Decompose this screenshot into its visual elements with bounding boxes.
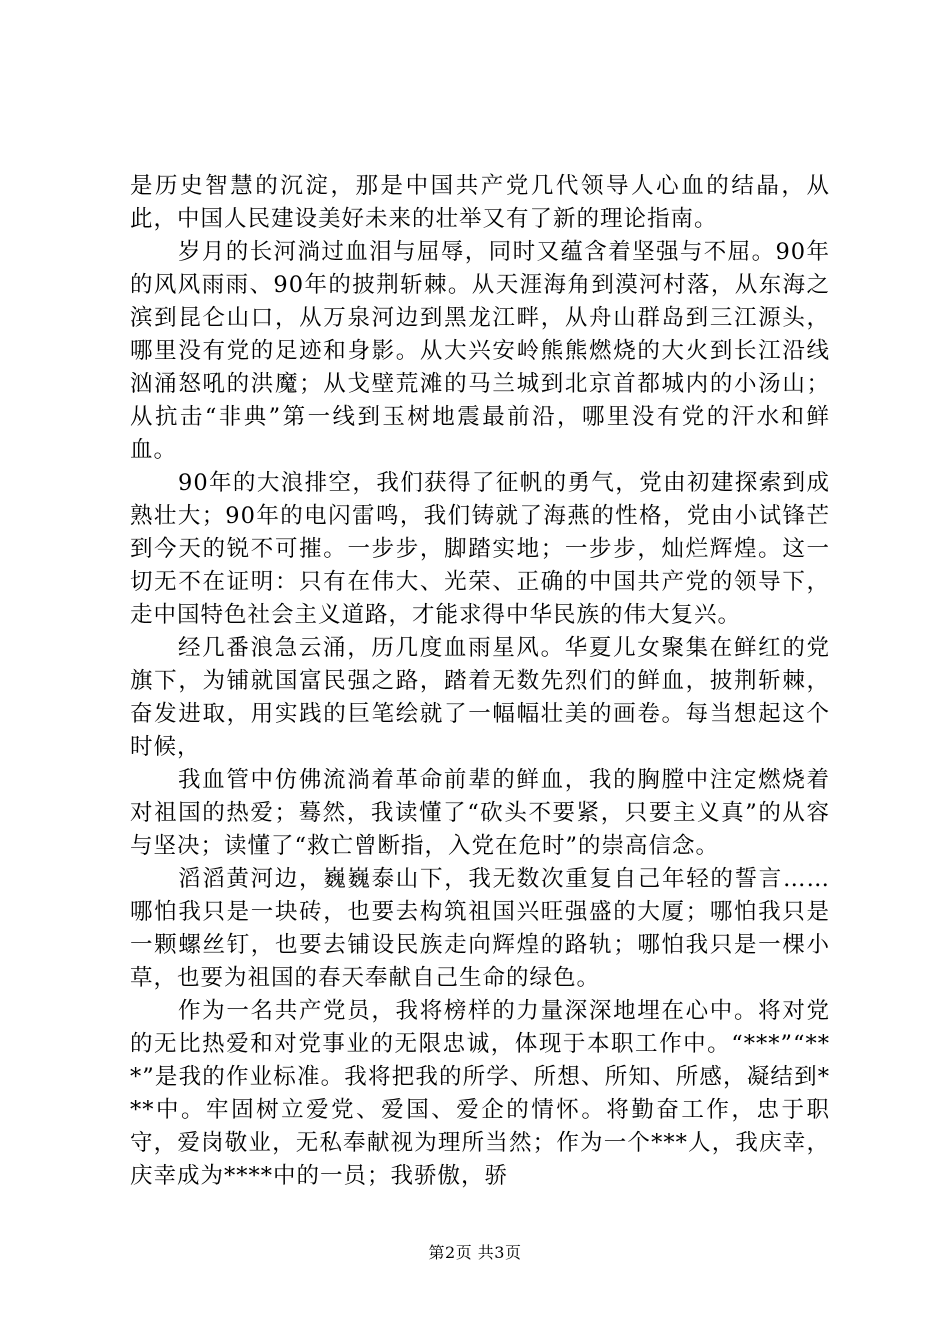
paragraph-7: 作为一名共产党员，我将榜样的力量深深地埋在心中。将对党的无比热爱和对党事业的无限忠诚，体现于本职工作中。“***”“***”是我的作业标准。我将把我的所学、所想、所知、所感，凝结到***中。牢固树立爱党、爱国、爱企的情怀。将勤奋工作，忠于职守，爱岗敬业，无私奉献视为理所当然；作为一个***人，我庆幸，庆幸成为****中的一员；我骄傲，骄 (130, 998, 830, 1189)
paragraph-3: 90年的大浪排空，我们获得了征帆的勇气，党由初建探索到成熟壮大；90年的电闪雷鸣，我们铸就了海燕的性格，党由小试锋芒到今天的锐不可摧。一步步，脚踏实地；一步步，灿烂辉煌。这一切无不在证明：只有在伟大、光荣、正确的中国共产党的领导下，走中国特色社会主义道路，才能求得中华民族的伟大复兴。 (130, 470, 830, 628)
paragraph-2: 岁月的长河淌过血泪与屈辱，同时又蕴含着坚强与不屈。90年的风风雨雨、90年的披荆斩棘。从天涯海角到漠河村落，从东海之滨到昆仑山口，从万泉河边到黑龙江畔，从舟山群岛到三江源头，哪里没有党的足迹和身影。从大兴安岭熊熊燃烧的大火到长江沿线汹涌怒吼的洪魔；从戈壁荒滩的马兰城到北京首都城内的小汤山；从抗击“非典”第一线到玉树地震最前沿，哪里没有党的汗水和鲜血。 (130, 239, 830, 463)
document-body (130, 170, 830, 1193)
paragraph-1: 是历史智慧的沉淀，那是中国共产党几代领导人心血的结晶，从此，中国人民建设美好未来的壮举又有了新的理论指南。 (130, 173, 830, 232)
paragraph-5: 我血管中仿佛流淌着革命前辈的鲜血，我的胸膛中注定燃烧着对祖国的热爱；蓦然，我读懂了“砍头不要紧，只要主义真”的从容与坚决；读懂了“救亡曾断指，入党在危时”的崇高信念。 (130, 767, 830, 859)
paragraph-6: 滔滔黄河边，巍巍泰山下，我无数次重复自己年轻的誓言……哪怕我只是一块砖，也要去构筑祖国兴旺强盛的大厦；哪怕我只是一颗螺丝钉，也要去铺设民族走向辉煌的路轨；哪怕我只是一棵小草，也要为祖国的春天奉献自己生命的绿色。 (130, 866, 830, 991)
page-footer: 第2页 共3页 (428, 1243, 522, 1262)
paragraph-4: 经几番浪急云涌，历几度血雨星风。华夏儿女聚集在鲜红的党旗下，为铺就国富民强之路，踏着无数先烈们的鲜血，披荆斩棘，奋发进取，用实践的巨笔绘就了一幅幅壮美的画卷。每当想起这个时候， (130, 635, 830, 760)
